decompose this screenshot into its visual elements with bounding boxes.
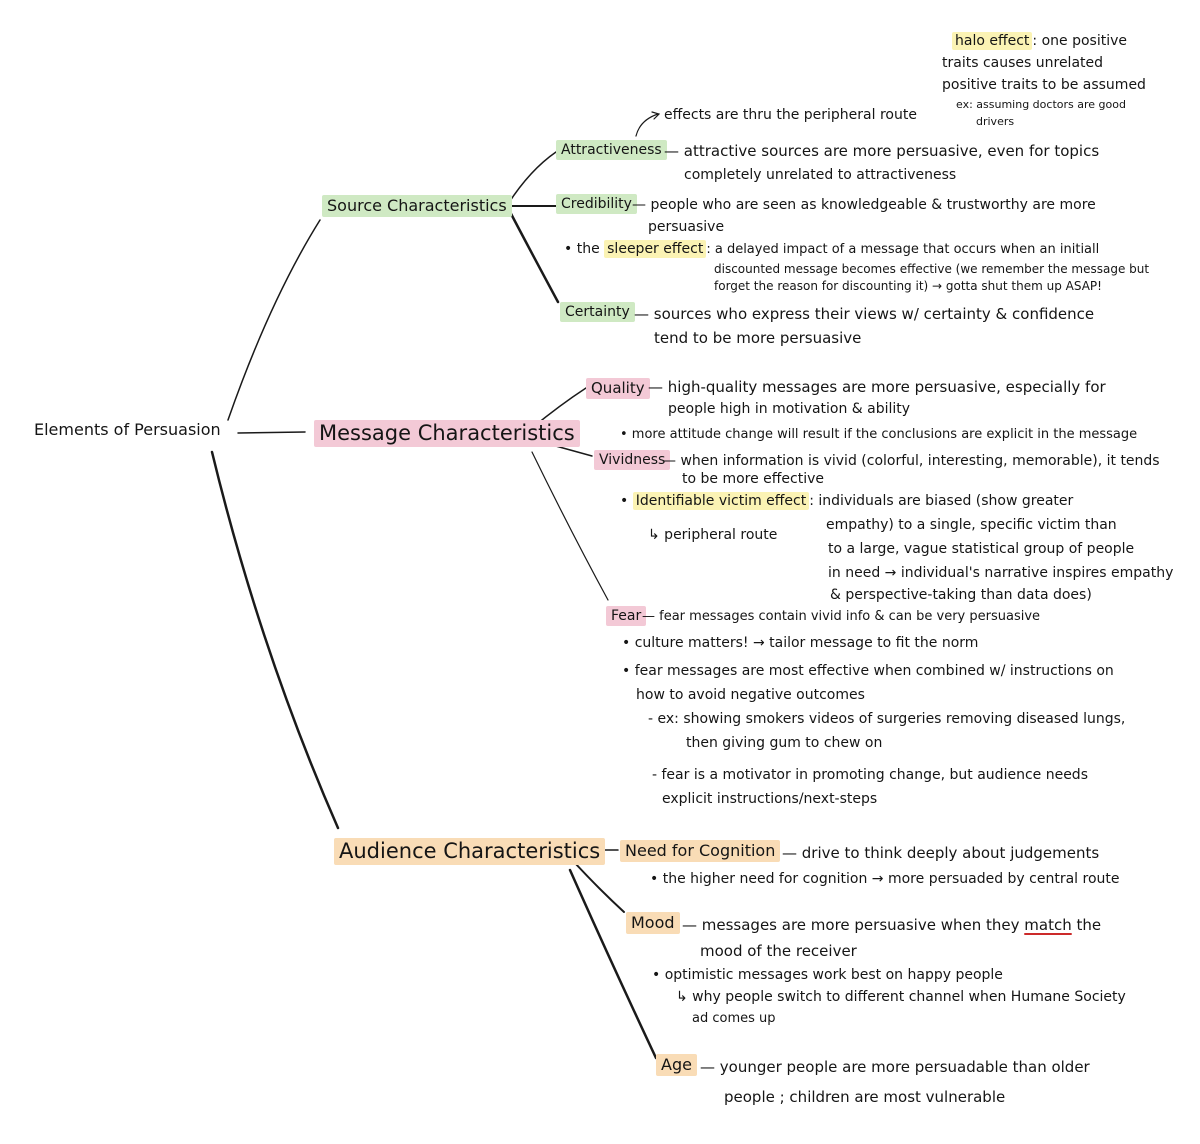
sleeper-bullet: • the <box>564 241 600 257</box>
identifiable-victim-term: Identifiable victim effect <box>633 492 810 510</box>
fear-text1: — fear messages contain vivid info & can be very persuasive <box>642 609 1041 624</box>
identifiable-victim-text5: & perspective-taking than data does) <box>830 587 1092 603</box>
fear-motivator2: explicit instructions/next-steps <box>662 791 878 807</box>
halo-effect-example2: drivers <box>976 115 1015 128</box>
sleeper-effect-term: sleeper effect <box>604 240 706 258</box>
line-root-audience <box>212 452 338 828</box>
identifiable-victim-text3: to a large, vague statistical group of people <box>828 541 1135 557</box>
sleeper-effect-line1 <box>564 242 1099 256</box>
age-text2: people ; children are most vulnerable <box>724 1088 1006 1106</box>
line-root-message <box>238 432 305 433</box>
quality-text1: — high-quality messages are more persuasive, especially for <box>648 378 1106 396</box>
sleeper-effect-text1: : a delayed impact of a message that occurs when an initiall <box>706 242 1100 257</box>
need-for-cognition-text1: — drive to think deeply about judgements <box>782 844 1100 862</box>
fear-bullet2b: how to avoid negative outcomes <box>636 687 865 703</box>
halo-effect-line3: positive traits to be assumed <box>942 77 1146 93</box>
mood-bullet1: • optimistic messages work best on happy people <box>652 967 1003 983</box>
root-label: Elements of Persuasion <box>34 420 221 439</box>
need-for-cognition-bullet: • the higher need for cognition → more persuaded by central route <box>650 871 1120 887</box>
certainty-label: Certainty <box>560 302 635 322</box>
branch-source: Source Characteristics <box>322 195 512 217</box>
line-peripheral-arrow <box>636 114 658 136</box>
mood-label: Mood <box>626 912 680 934</box>
mood-text1 <box>682 918 1101 933</box>
identifiable-victim-text2: empathy) to a single, specific victim than <box>826 517 1117 533</box>
certainty-text1: — sources who express their views w/ certainty & confidence <box>634 305 1095 323</box>
mood-text2: mood of the receiver <box>700 942 857 960</box>
attractiveness-text1: — attractive sources are more persuasive, even for topics <box>664 142 1100 160</box>
vividness-text2: to be more effective <box>682 471 825 487</box>
line-message-fear <box>532 452 608 600</box>
fear-label: Fear <box>606 606 646 626</box>
fear-example1: - ex: showing smokers videos of surgeries removing diseased lungs, <box>648 711 1126 727</box>
sleeper-effect-text3: forget the reason for discounting it) → gotta shut them up ASAP! <box>714 279 1102 293</box>
halo-effect-example1: ex: assuming doctors are good <box>956 98 1126 111</box>
fear-bullet2a: • fear messages are most effective when combined w/ instructions on <box>622 663 1114 679</box>
sleeper-effect-text2: discounted message becomes effective (we remember the message but <box>714 262 1150 276</box>
certainty-text2: tend to be more persuasive <box>654 329 862 347</box>
vividness-text1: — when information is vivid (colorful, interesting, memorable), it tends <box>662 453 1160 469</box>
branch-audience: Audience Characteristics <box>334 838 605 865</box>
line-root-source <box>228 220 320 420</box>
mood-bullet2b: ad comes up <box>692 1011 776 1026</box>
mood-match-word: match <box>1024 916 1072 934</box>
mood-text1a: — messages are more persuasive when they <box>682 916 1020 934</box>
line-audience-mood <box>574 862 624 912</box>
identifiable-victim-text1: : individuals are biased (show greater <box>809 493 1074 509</box>
age-label: Age <box>656 1054 697 1076</box>
identifiable-victim-bullet: • <box>620 493 629 509</box>
fear-bullet1: • culture matters! → tailor message to fit the norm <box>622 635 979 651</box>
line-source-attractiveness <box>508 152 556 204</box>
fear-example2: then giving gum to chew on <box>686 735 883 751</box>
need-for-cognition-label: Need for Cognition <box>620 840 780 862</box>
age-text1: — younger people are more persuadable than older <box>700 1058 1090 1076</box>
branch-message: Message Characteristics <box>314 420 580 447</box>
line-audience-age <box>570 870 656 1058</box>
credibility-label: Credibility <box>556 194 637 214</box>
peripheral-route-label: ↳ peripheral route <box>648 527 778 543</box>
halo-effect-text1: : one positive <box>1032 33 1128 49</box>
halo-effect-line2: traits causes unrelated <box>942 55 1104 71</box>
peripheral-route-note: effects are thru the peripheral route <box>664 107 917 123</box>
identifiable-victim-text4: in need → individual's narrative inspires empathy <box>828 565 1174 581</box>
quality-bullet: • more attitude change will result if the conclusions are explicit in the message <box>620 427 1138 442</box>
identifiable-victim-line1 <box>620 494 1073 508</box>
quality-text2: people high in motivation & ability <box>668 401 911 417</box>
attractiveness-text2: completely unrelated to attractiveness <box>684 167 957 183</box>
halo-effect-term: halo effect <box>952 32 1032 50</box>
line-source-certainty <box>508 208 558 302</box>
mood-text1b: the <box>1076 916 1102 934</box>
fear-motivator1: - fear is a motivator in promoting change, but audience needs <box>652 767 1088 783</box>
halo-effect-line1 <box>952 34 1127 48</box>
mood-bullet2a: ↳ why people switch to different channel when Humane Society <box>676 989 1126 1005</box>
credibility-text2: persuasive <box>648 219 725 235</box>
vividness-label: Vividness <box>594 450 670 470</box>
attractiveness-label: Attractiveness <box>556 140 667 160</box>
quality-label: Quality <box>586 378 650 399</box>
credibility-text1: — people who are seen as knowledgeable & trustworthy are more <box>632 197 1096 213</box>
